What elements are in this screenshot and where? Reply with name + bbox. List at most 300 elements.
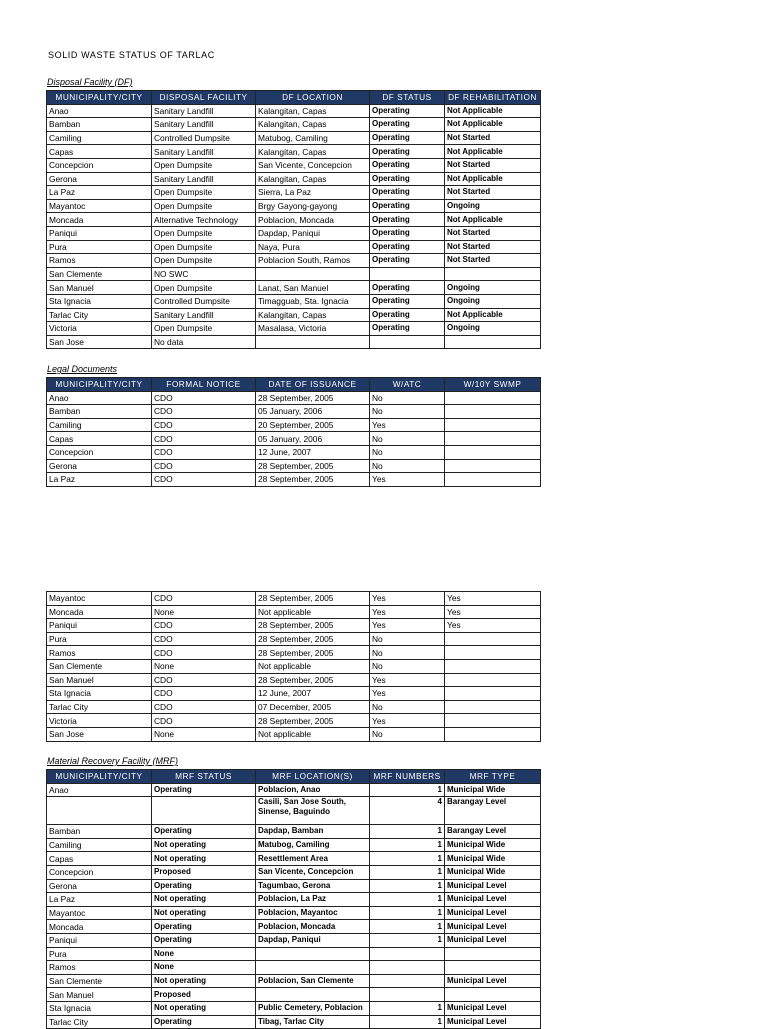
table-cell: CDO [152,673,256,687]
table-cell [445,687,541,701]
table-cell: Open Dumpsite [152,226,256,240]
table-cell: Ongoing [445,281,541,295]
table-cell: Moncada [47,605,152,619]
legal-documents-table [46,377,541,487]
table-cell [445,432,541,446]
table-cell [445,700,541,714]
table-row [47,838,541,852]
table-cell: 4 [370,797,445,825]
table-cell: Not applicable [256,605,370,619]
table-row [47,226,541,240]
table-cell: No data [152,335,256,349]
column-header: MUNICIPALITY/CITY [47,770,152,784]
table-cell [370,988,445,1002]
legal-documents-table-continued [46,591,541,742]
table-cell: 1 [370,838,445,852]
table-cell: Not Applicable [445,172,541,186]
table-cell [445,673,541,687]
column-header: W/10Y SWMP [445,378,541,392]
table-cell: San Jose [47,727,152,741]
table-cell: Gerona [47,172,152,186]
table-cell: Not operating [152,974,256,988]
table-cell: 1 [370,920,445,934]
table-cell [445,459,541,473]
table-cell: Moncada [47,213,152,227]
table-cell: No [370,459,445,473]
table-cell: Sanitary Landfill [152,145,256,159]
table-cell: CDO [152,432,256,446]
table-cell: Matubog, Camiling [256,131,370,145]
table-cell: Operating [370,199,445,213]
table-cell: Municipal Level [445,920,541,934]
table-cell: 1 [370,783,445,797]
table-cell: Open Dumpsite [152,322,256,336]
table-cell [256,267,370,281]
table-cell: Capas [47,145,152,159]
table-cell: Sta Ignacia [47,294,152,308]
table-cell: CDO [152,619,256,633]
table-cell: 1 [370,906,445,920]
table-cell [445,961,541,975]
table-cell: Kalangitan, Capas [256,145,370,159]
table-cell: Paniqui [47,226,152,240]
table-cell: Tarlac City [47,308,152,322]
table-cell: San Clemente [47,267,152,281]
column-header: DISPOSAL FACILITY [152,91,256,105]
table-cell: San Jose [47,335,152,349]
table-row [47,646,541,660]
table-row [47,947,541,961]
table-row [47,104,541,118]
table-row [47,673,541,687]
table-row [47,619,541,633]
table-cell: Yes [445,619,541,633]
table-cell: Not Started [445,254,541,268]
table-cell: 1 [370,893,445,907]
table-row [47,213,541,227]
table-cell: Operating [370,240,445,254]
table-cell [370,947,445,961]
table-cell: Municipal Level [445,906,541,920]
table-cell: Open Dumpsite [152,158,256,172]
table-cell: Operating [370,281,445,295]
column-header: FORMAL NOTICE [152,378,256,392]
table-cell: CDO [152,714,256,728]
table-cell: Sta Ignacia [47,687,152,701]
table-cell: Sta Ignacia [47,1001,152,1015]
table-row [47,186,541,200]
table-cell: Bamban [47,825,152,839]
table-cell: Capas [47,432,152,446]
table-cell [445,418,541,432]
table-cell: Open Dumpsite [152,281,256,295]
table-cell: Municipal Level [445,893,541,907]
table-cell: Lanat, San Manuel [256,281,370,295]
table-cell: Ongoing [445,199,541,213]
table-cell: Not Started [445,131,541,145]
table-row [47,131,541,145]
table-row [47,1001,541,1015]
table-cell: San Manuel [47,281,152,295]
table-row [47,906,541,920]
table-cell: Concepcion [47,445,152,459]
disposal-facility-table [46,90,541,349]
table-cell: La Paz [47,186,152,200]
table-row [47,714,541,728]
table-cell: Not applicable [256,727,370,741]
table-row [47,632,541,646]
table-cell: Proposed [152,988,256,1002]
table-cell: Victoria [47,714,152,728]
table-cell: No [370,700,445,714]
table-cell: CDO [152,473,256,487]
table-row [47,172,541,186]
table-cell: Gerona [47,879,152,893]
table-cell: Tarlac City [47,700,152,714]
table-cell: Operating [370,308,445,322]
table-cell: CDO [152,405,256,419]
table-cell: San Vicente, Concepcion [256,865,370,879]
table-cell: CDO [152,687,256,701]
table-cell: La Paz [47,893,152,907]
table-cell [256,988,370,1002]
table-cell: Concepcion [47,865,152,879]
table-cell: Yes [370,605,445,619]
table-cell: Yes [370,673,445,687]
table-cell: Ramos [47,254,152,268]
table-cell: Sanitary Landfill [152,308,256,322]
table-row [47,920,541,934]
table-cell: Barangay Level [445,825,541,839]
table-row [47,974,541,988]
table-cell: Operating [370,226,445,240]
df-caption: Disposal Facility (DF) [47,77,133,87]
table-cell: None [152,605,256,619]
table-cell: Controlled Dumpsite [152,131,256,145]
table-cell [445,405,541,419]
table-cell: San Clemente [47,974,152,988]
column-header: MUNICIPALITY/CITY [47,378,152,392]
table-cell [445,267,541,281]
table-cell: Municipal Level [445,974,541,988]
table-cell: Yes [370,714,445,728]
table-cell: 20 September, 2005 [256,418,370,432]
column-header: W/ATC [370,378,445,392]
table-cell: Bamban [47,118,152,132]
page-title: SOLID WASTE STATUS OF TARLAC [48,50,215,60]
table-cell: None [152,947,256,961]
table-cell: Pura [47,240,152,254]
table-cell: 1 [370,825,445,839]
table-cell: Victoria [47,322,152,336]
table-cell: Operating [152,783,256,797]
table-cell: Sanitary Landfill [152,172,256,186]
table-cell [445,445,541,459]
table-row [47,294,541,308]
table-cell: 28 September, 2005 [256,592,370,606]
table-cell: Yes [370,418,445,432]
column-header: DATE OF ISSUANCE [256,378,370,392]
table-cell [370,961,445,975]
table-cell: Operating [370,213,445,227]
table-cell: Alternative Technology [152,213,256,227]
table-cell: Not Started [445,240,541,254]
table-cell: Municipal Level [445,1015,541,1029]
table-cell: Mayantoc [47,592,152,606]
table-row [47,459,541,473]
table-cell: Public Cemetery, Poblacion [256,1001,370,1015]
table-cell: Poblacion, Moncada [256,920,370,934]
table-cell: CDO [152,418,256,432]
table-cell: Municipal Wide [445,865,541,879]
table-cell [256,335,370,349]
table-cell: Mayantoc [47,199,152,213]
table-cell: Not operating [152,852,256,866]
table-row [47,445,541,459]
table-cell: 12 June, 2007 [256,687,370,701]
table-cell: Open Dumpsite [152,254,256,268]
table-row [47,605,541,619]
table-cell: Bamban [47,405,152,419]
table-cell: Open Dumpsite [152,240,256,254]
table-cell: Not operating [152,893,256,907]
table-cell: Pura [47,632,152,646]
table-cell: CDO [152,632,256,646]
table-cell: Municipal Wide [445,783,541,797]
table-cell: Paniqui [47,933,152,947]
table-cell [445,988,541,1002]
table-cell: 1 [370,852,445,866]
table-cell [152,797,256,825]
table-cell: Open Dumpsite [152,199,256,213]
table-cell: Municipal Wide [445,852,541,866]
table-cell: Operating [152,920,256,934]
table-cell: Poblacion, San Clemente [256,974,370,988]
table-cell: Kalangitan, Capas [256,172,370,186]
table-cell: 28 September, 2005 [256,673,370,687]
table-row [47,118,541,132]
table-row [47,700,541,714]
table-cell: Open Dumpsite [152,186,256,200]
table-row [47,825,541,839]
table-row [47,473,541,487]
table-cell: CDO [152,391,256,405]
table-cell: 28 September, 2005 [256,632,370,646]
table-cell: Tarlac City [47,1015,152,1029]
table-cell: Operating [370,104,445,118]
table-cell: Yes [445,592,541,606]
table-cell: CDO [152,459,256,473]
table-row [47,240,541,254]
table-cell: Operating [152,1015,256,1029]
table-cell: No [370,445,445,459]
table-cell: Yes [370,687,445,701]
table-cell: 1 [370,1001,445,1015]
mrf-caption: Material Recovery Facility (MRF) [47,756,179,766]
table-cell: Not Applicable [445,213,541,227]
table-cell: San Clemente [47,659,152,673]
table-cell: Not applicable [256,659,370,673]
table-row [47,879,541,893]
column-header: DF LOCATION [256,91,370,105]
table-cell: Timagguab, Sta. Ignacia [256,294,370,308]
table-row [47,391,541,405]
table-cell: Operating [370,254,445,268]
table-cell: Not Applicable [445,308,541,322]
column-header: DF STATUS [370,91,445,105]
table-cell [445,632,541,646]
table-cell: No [370,659,445,673]
table-cell: Controlled Dumpsite [152,294,256,308]
table-cell: Ramos [47,646,152,660]
table-row [47,727,541,741]
table-cell: Tibag, Tarlac City [256,1015,370,1029]
table-cell: Gerona [47,459,152,473]
table-cell: Operating [152,879,256,893]
table-cell: Yes [370,592,445,606]
column-header: MRF STATUS [152,770,256,784]
table-cell: No [370,432,445,446]
table-cell: CDO [152,445,256,459]
table-cell: NO SWC [152,267,256,281]
table-row [47,797,541,825]
table-cell: Masalasa, Victoria [256,322,370,336]
table-cell: Resettlement Area [256,852,370,866]
table-cell: Ramos [47,961,152,975]
table-cell: Casili, San Jose South, Sinense, Baguindo [256,797,370,825]
table-cell: 12 June, 2007 [256,445,370,459]
table-row [47,659,541,673]
table-row [47,281,541,295]
column-header: MRF NUMBERS [370,770,445,784]
table-row [47,592,541,606]
table-cell [445,335,541,349]
table-cell: None [152,727,256,741]
table-cell: Sanitary Landfill [152,118,256,132]
table-cell: Yes [370,619,445,633]
table-cell [256,961,370,975]
table-cell: Mayantoc [47,906,152,920]
mrf-table [46,769,541,1029]
table-cell: Poblacion, Mayantoc [256,906,370,920]
table-cell [445,646,541,660]
table-cell: Proposed [152,865,256,879]
table-cell: Moncada [47,920,152,934]
table-cell: San Vicente, Concepcion [256,158,370,172]
table-row [47,158,541,172]
table-row [47,687,541,701]
table-cell: Operating [370,118,445,132]
table-cell: CDO [152,700,256,714]
table-cell: Camiling [47,418,152,432]
table-cell [445,391,541,405]
table-cell: Camiling [47,838,152,852]
table-cell: Capas [47,852,152,866]
table-cell: No [370,632,445,646]
table-cell: Paniqui [47,619,152,633]
table-cell: No [370,646,445,660]
table-cell: Anao [47,391,152,405]
table-cell: Not Started [445,186,541,200]
table-cell: San Manuel [47,673,152,687]
legal-caption: Legal Documents [47,364,118,374]
table-cell: Kalangitan, Capas [256,104,370,118]
table-cell: Poblacion, Anao [256,783,370,797]
table-cell: Kalangitan, Capas [256,308,370,322]
table-cell: 1 [370,933,445,947]
table-cell: None [152,659,256,673]
table-cell: Naya, Pura [256,240,370,254]
table-cell: Brgy Gayong-gayong [256,199,370,213]
table-row [47,432,541,446]
table-cell: 05 January, 2006 [256,432,370,446]
table-cell: Operating [152,933,256,947]
table-cell: Operating [370,186,445,200]
table-cell: 1 [370,879,445,893]
table-cell: Not Applicable [445,104,541,118]
table-cell: La Paz [47,473,152,487]
table-row [47,308,541,322]
table-cell: Operating [152,825,256,839]
column-header: MUNICIPALITY/CITY [47,91,152,105]
table-row [47,783,541,797]
table-cell: CDO [152,646,256,660]
table-cell [445,659,541,673]
table-cell: Operating [370,172,445,186]
table-cell: Not operating [152,838,256,852]
table-cell: 1 [370,865,445,879]
table-cell: Not Applicable [445,145,541,159]
table-cell: 07 December, 2005 [256,700,370,714]
table-cell: Dapdap, Bamban [256,825,370,839]
table-cell: 28 September, 2005 [256,473,370,487]
table-row [47,418,541,432]
table-cell: Poblacion, La Paz [256,893,370,907]
table-cell [47,797,152,825]
table-cell: Operating [370,294,445,308]
table-row [47,865,541,879]
table-cell: 28 September, 2005 [256,391,370,405]
table-cell: Poblacion South, Ramos [256,254,370,268]
table-cell: Not operating [152,906,256,920]
table-cell [445,714,541,728]
table-cell: Tagumbao, Gerona [256,879,370,893]
table-cell: Not operating [152,1001,256,1015]
table-cell: Pura [47,947,152,961]
table-row [47,145,541,159]
table-row [47,267,541,281]
table-cell: Municipal Level [445,1001,541,1015]
table-cell: 28 September, 2005 [256,459,370,473]
table-cell: Operating [370,158,445,172]
table-row [47,961,541,975]
column-header: DF REHABILITATION [445,91,541,105]
table-cell: Ongoing [445,294,541,308]
column-header: MRF TYPE [445,770,541,784]
table-cell: Municipal Level [445,879,541,893]
table-cell: 1 [370,1015,445,1029]
table-cell: No [370,391,445,405]
table-cell: Municipal Level [445,933,541,947]
table-cell: Yes [445,605,541,619]
table-row [47,199,541,213]
table-row [47,1015,541,1029]
table-cell: 28 September, 2005 [256,646,370,660]
table-cell [445,473,541,487]
table-row [47,254,541,268]
table-cell [370,335,445,349]
table-cell: Operating [370,322,445,336]
